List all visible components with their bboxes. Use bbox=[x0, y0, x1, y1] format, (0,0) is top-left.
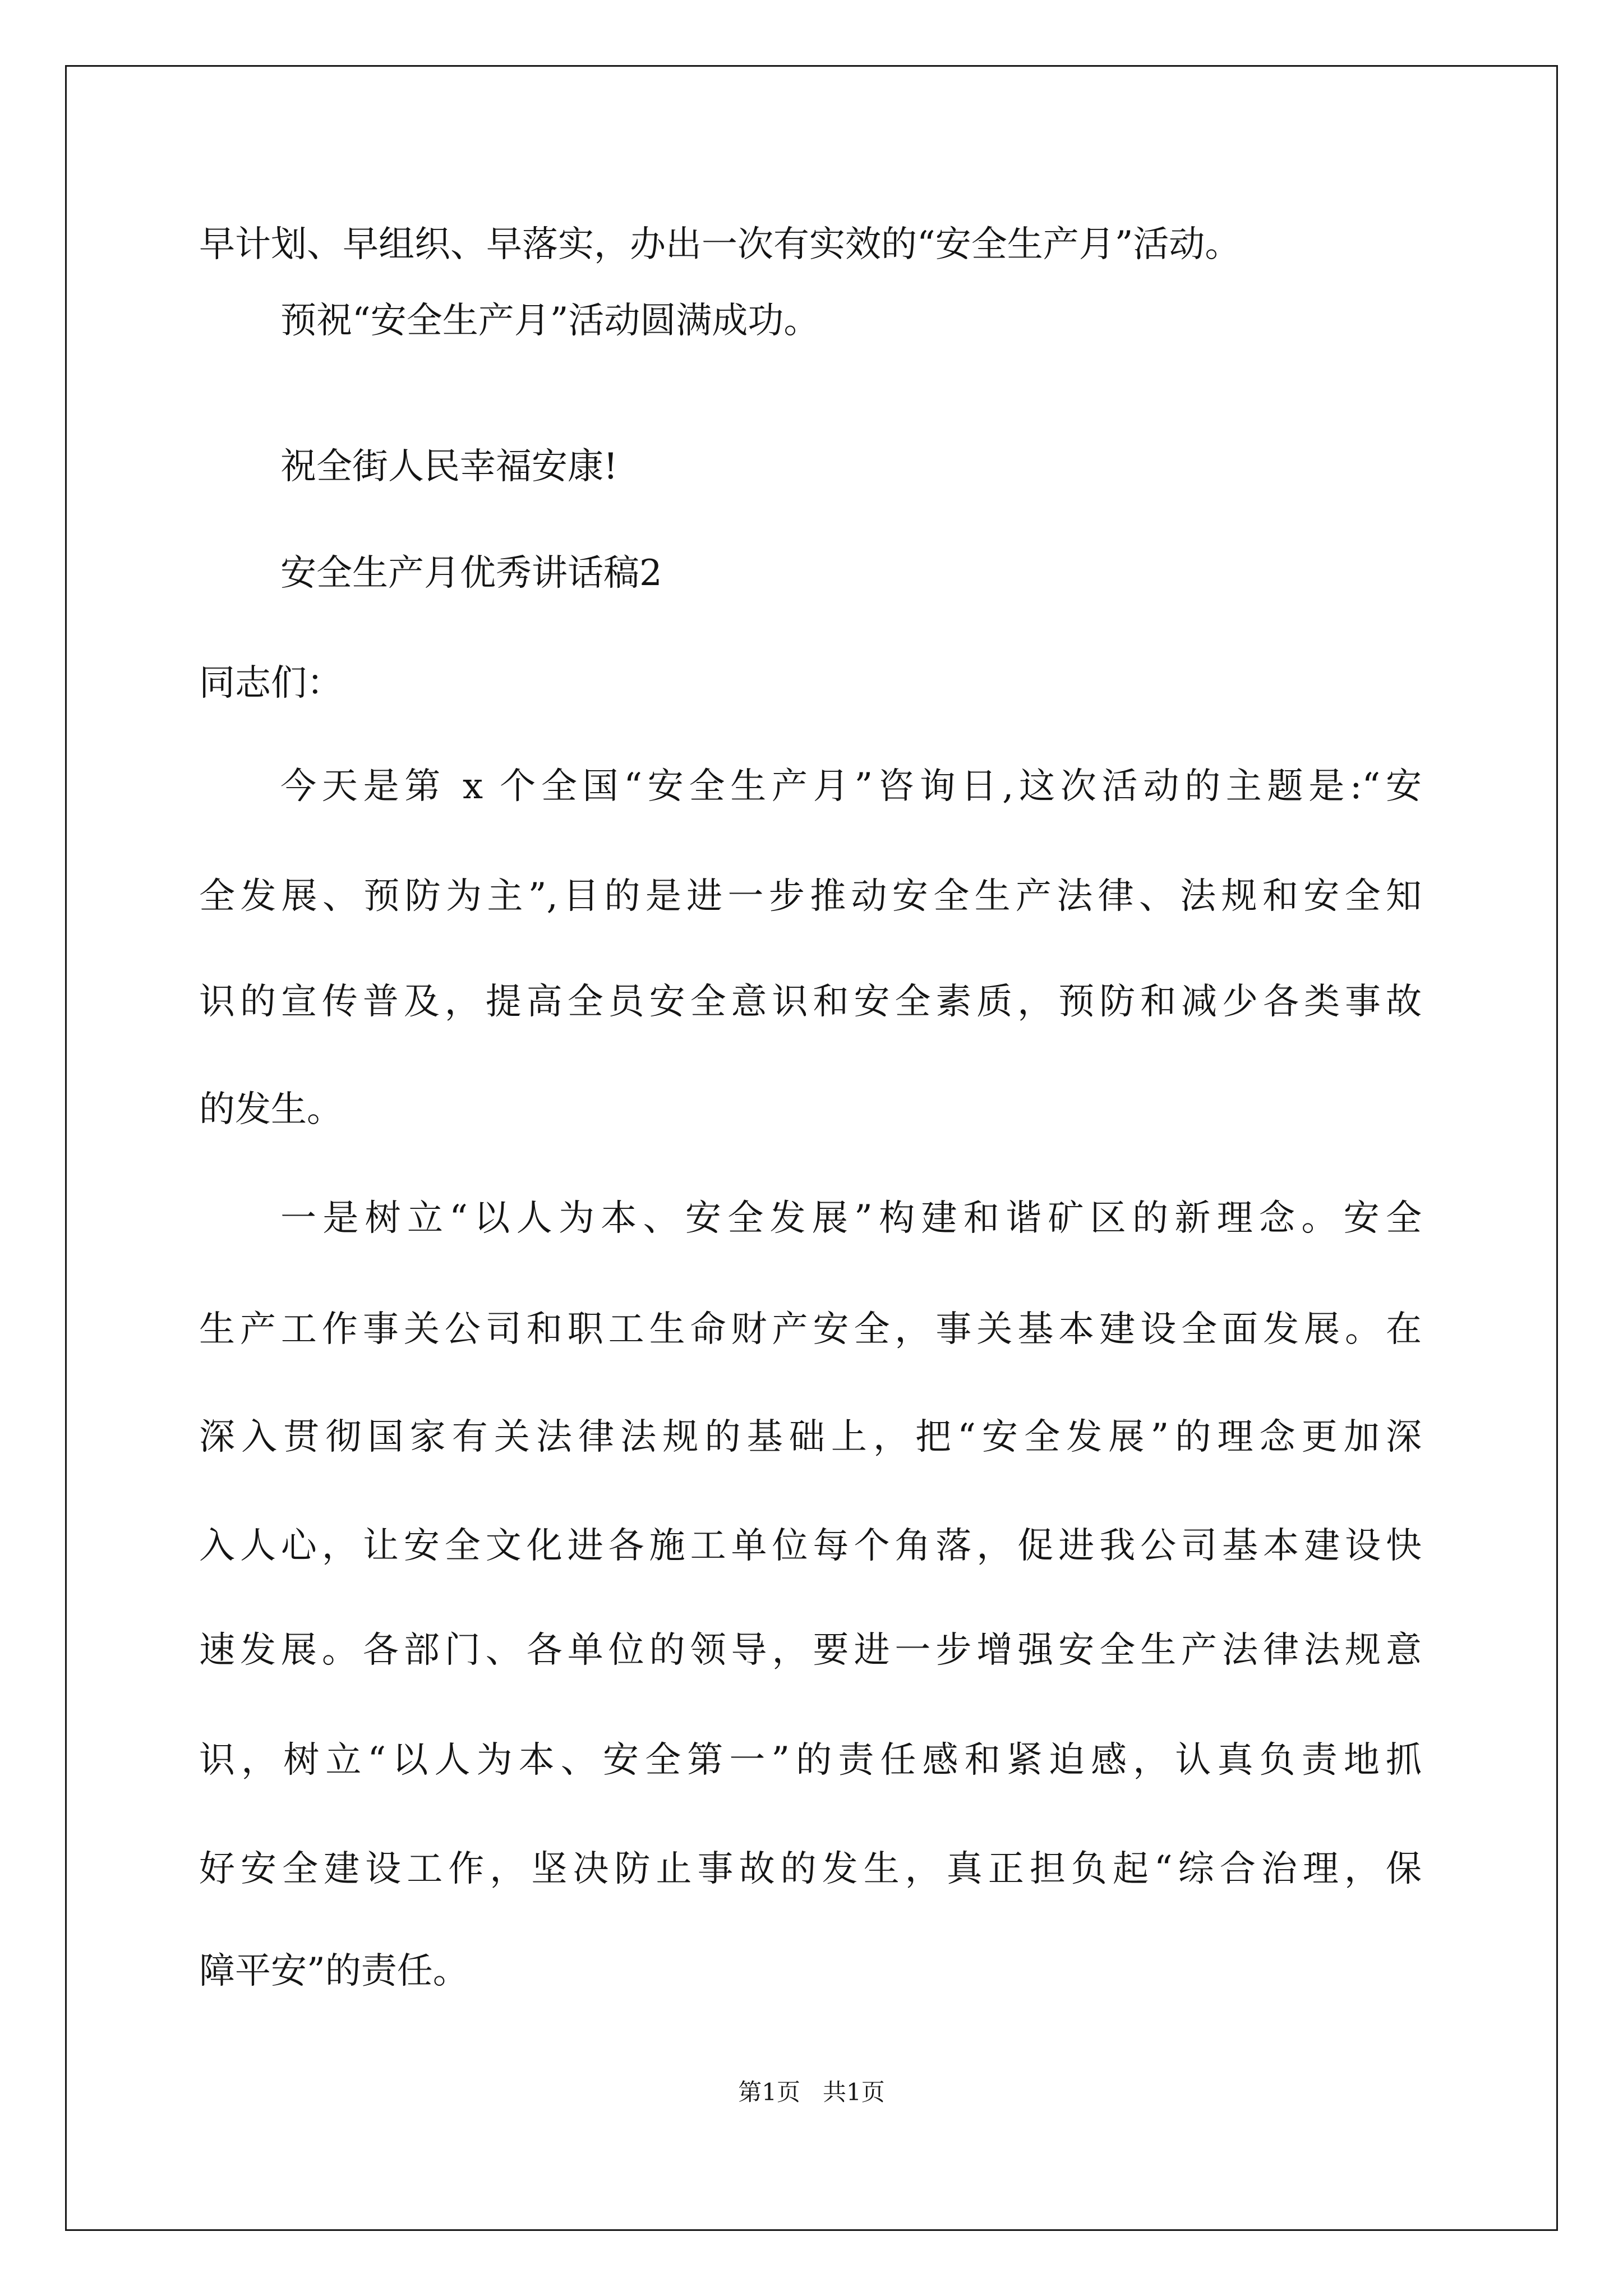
body-line: 预祝“安全生产月”活动圆满成功。 bbox=[280, 300, 820, 342]
body-line: 早计划、早组织、早落实，办出一次有实效的“安全生产月”活动。 bbox=[199, 224, 1241, 265]
body-line: 识，树立“以人为本、安全第一”的责任感和紧迫感，认真负责地抓 bbox=[199, 1740, 1422, 1781]
body-line: 速发展。各部门、各单位的领导，要进一步增强安全生产法律法规意 bbox=[199, 1630, 1422, 1671]
body-line: 障平安”的责任。 bbox=[199, 1950, 469, 1992]
body-line: 全发展、预防为主”,目的是进一步推动安全生产法律、法规和安全知 bbox=[199, 876, 1422, 917]
body-line: 生产工作事关公司和职工生命财产安全，事关基本建设全面发展。在 bbox=[199, 1309, 1422, 1350]
body-line: 深入贯彻国家有关法律法规的基础上，把“安全发展”的理念更加深 bbox=[199, 1416, 1422, 1458]
salutation: 同志们： bbox=[199, 662, 343, 704]
body-line: 祝全街人民幸福安康! bbox=[280, 446, 618, 487]
body-line: 的发生。 bbox=[199, 1089, 343, 1130]
body-line: 今天是第 x 个全国“安全生产月”咨询日,这次活动的主题是:“安 bbox=[280, 766, 1422, 807]
body-line: 识的宣传普及，提高全员安全意识和安全素质，预防和减少各类事故 bbox=[199, 981, 1422, 1023]
body-line: 好安全建设工作，坚决防止事故的发生，真正担负起“综合治理，保 bbox=[199, 1848, 1422, 1890]
page-border bbox=[65, 65, 1558, 2231]
body-line: 一是树立“以人为本、安全发展”构建和谐矿区的新理念。安全 bbox=[280, 1198, 1422, 1239]
page-footer: 第1页 共1页 bbox=[738, 2078, 885, 2106]
section-title: 安全生产月优秀讲话稿2 bbox=[280, 553, 662, 594]
body-line: 入人心，让安全文化进各施工单位每个角落，促进我公司基本建设快 bbox=[199, 1525, 1422, 1567]
